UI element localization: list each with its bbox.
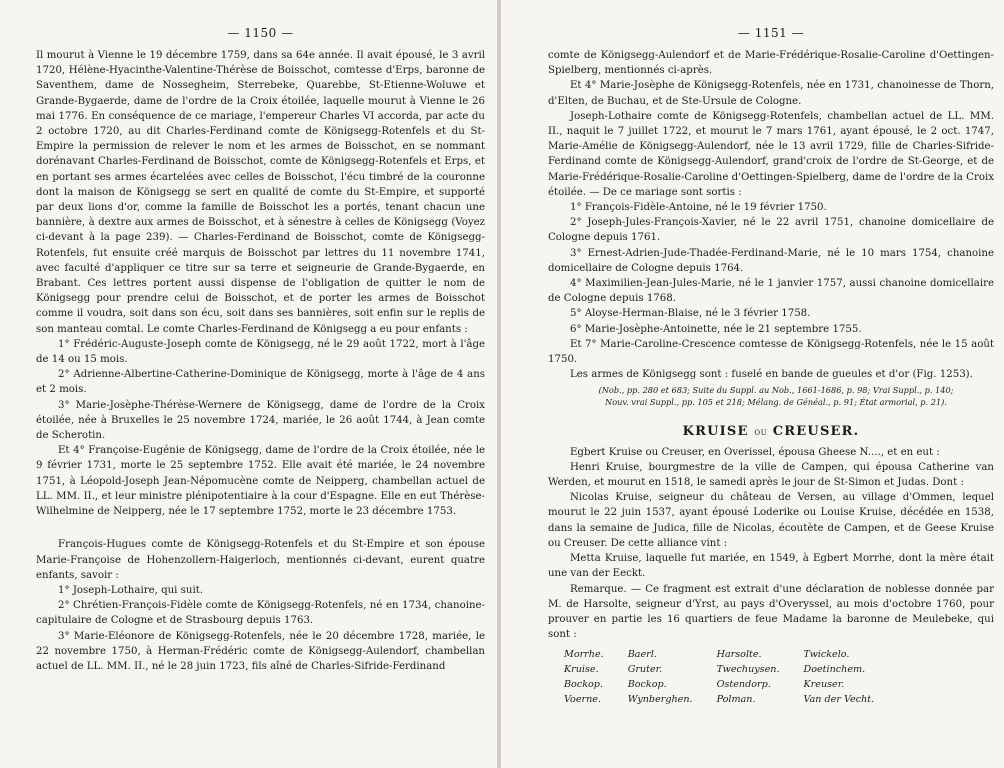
- paragraph: Et 4° Françoise-Eugénie de Königsegg, dame de l'ordre de la Croix étoilée, née le 9 février 1731, morte le 25 septembre 1752. Elle avait été mariée, le 24 novembre 1751, à Léopold-Joseph Jean-Népomucène comte de Neipperg, chambellan actuel de LL. MM. II., et leur ministre plénipotentiaire à la cour d'Espagne. Elle en eut Thérèse-Wilhelmine de Neipperg, née le 17 septembre 1752, morte le 23 décembre 1753.: [36, 445, 485, 518]
- paragraph: Joseph-Lothaire comte de Königsegg-Rotenfels, chambellan actuel de LL. MM. II., naquit le 7 juillet 1722, et mourut le 7 mars 1761, ayant épousé, le 2 oct. 1747, Marie-Amélie de Königsegg-Aulendorf, née le 13 avril 1729, fille de Charles-Sifride-Ferdinand comte de Königsegg-Aulendorf, grand'croix de l'ordre de St-George, et de Marie-Frédérique-Rosalie-Caroline d'Oettingen-Spielberg, dame de l'ordre de la Croix étoilée. — De ce mariage sont sortis :: [548, 110, 994, 198]
- references: [558, 385, 994, 408]
- table-cell: Harsolte.: [716, 649, 762, 661]
- arms-paragraph: Les armes de Königsegg sont : fuselé en bande de gueules et d'or (Fig. 1253).: [570, 369, 973, 381]
- table-cell: Voerne.: [564, 693, 601, 705]
- paragraph: 2° Joseph-Jules-François-Xavier, né le 22 avril 1751, chanoine domicellaire de Cologne depuis 1761.: [548, 217, 994, 244]
- table-row: [564, 678, 898, 693]
- table-cell: Wynberghen.: [627, 693, 693, 705]
- paragraph: 1° Frédéric-Auguste-Joseph comte de Königsegg, né le 29 août 1722, mort à l'âge de 14 ou 15 mois.: [36, 338, 485, 366]
- paragraph: François-Hugues comte de Königsegg-Rotenfels et du St-Empire et son épouse Marie-Françoise de Hohenzollern-Haigerloch, mentionnés ci-devant, eurent quatre enfants, savoir :: [36, 539, 485, 581]
- table-cell: Ostendorp.: [716, 678, 771, 690]
- section-title: [548, 424, 994, 440]
- table-cell: Bockop.: [627, 678, 667, 690]
- page-number: — 1150 —: [227, 26, 294, 40]
- paragraph: Nicolas Kruise, seigneur du château de Versen, au village d'Ommen, lequel mourut le 22 juin 1537, ayant épousé Loderike ou Louise Kruise, décédée en 1538, dans la semaine de Judica, fille de Nicolas, écoutète de Campen, et de Geese Kruise ou Creuser. De cette alliance vint :: [548, 492, 994, 549]
- paragraph: Et 7° Marie-Caroline-Crescence comtesse de Königsegg-Rotenfels, née le 15 août 1750.: [548, 338, 994, 366]
- section-title-conjunction: ou: [754, 427, 768, 439]
- paragraph: Et 4° Marie-Josèphe de Königsegg-Rotenfels, née en 1731, chanoinesse de Thorn, d'Elten, de Buchau, et de Ste-Ursule de Cologne.: [548, 80, 994, 107]
- table-cell: Polman.: [716, 693, 756, 705]
- right-page: [501, 0, 1004, 768]
- paragraph: 3° Marie-Josèphe-Thérèse-Wernere de Königsegg, dame de l'ordre de la Croix étoilée, née à Bruxelles le 25 novembre 1724, mariée, le 26 août 1744, à Jean comte de Scherotin.: [36, 399, 485, 442]
- table-cell: Kreuser.: [803, 678, 845, 690]
- paragraph: 1° Joseph-Lothaire, qui suit.: [58, 584, 204, 596]
- section-title-name: KRUISE: [682, 424, 749, 440]
- paragraph: Henri Kruise, bourgmestre de la ville de Campen, qui épousa Catherine van Werden, et mourut en 1518, le samedi après le jour de St-Simon et Judas. Dont :: [548, 461, 994, 489]
- table-cell: Morrhe.: [564, 649, 604, 661]
- remark-paragraph: Remarque. — Ce fragment est extrait d'une déclaration de noblesse donnée par M. de Harsolte, seigneur d'Yrst, au pays d'Overyssel, au mois d'octobre 1760, pour prouver en partie les 16 quartiers de feue Madame la baronne de Meulebeke, qui sont :: [548, 583, 994, 641]
- paragraph: 1° François-Fidèle-Antoine, né le 19 février 1750.: [570, 202, 827, 214]
- table-cell: Kruise.: [564, 664, 599, 676]
- paragraph: Il mourut à Vienne le 19 décembre 1759, dans sa 64e année. Il avait épousé, le 3 avril 1720, Hélène-Hyacinthe-Valentine-Thérèse de Boisschot, comtesse d'Erps, baronne de Saventhem, dame de Nossegheim, Sterrebeke, Quarebbe, St-Etienne-Woluwe et Grande-Bygaerde, dame de l'ordre de la Croix étoilée, laquelle mourut à Vienne le 26 mai 1776. En conséquence de ce mariage, l'empereur Charles VI accorda, par acte du 2 octobre 1720, au dit Charles-Ferdinand comte de Königsegg-Rotenfels et du St-Empire la permission de relever le nom et les armes de Boisschot, en se nommant dorénavant Charles-Ferdinand de Boisschot, comte de Königsegg-Rotenfels et Erps, et en portant ses armes écartelées avec celles de Boisschot, l'écu timbré de la couronne dont la maison de Königsegg se sert en qualité de comte du St-Empire, et supporté par deux lions d'or, comme la famille de Boisschot les a portés, tenant chacun une bannière, à dextre aux armes de Boisschot, et à sénestre à celles de Königsegg (Voyez ci-devant à la page 239). — Charles-Ferdinand de Boisschot, comte de Königsegg-Rotenfels, fut ensuite créé marquis de Boisschot par lettres du 11 novembre 1741, avec faculté d'appliquer ce titre sur sa terre et seigneurie de Grande-Bygaerde, en Brabant. Ces lettres portent aussi dispense de l'obligation de quitter le nom de Königsegg pour prendre celui de Boisschot, et de porter les armes de Boisschot comme il voudra, soit dans son écu, soit dans ses bannières, soit enfin sur le replis de son manteau comtal. Le comte Charles-Ferdinand de Königsegg a eu pour enfants :: [36, 50, 485, 335]
- paragraph: 4° Maximilien-Jean-Jules-Marie, né le 1 janvier 1757, aussi chanoine domicellaire de Cologne depuis 1768.: [548, 278, 994, 305]
- section-divider: [36, 519, 485, 537]
- paragraph: Egbert Kruise ou Creuser, en Overissel, épousa Gheese N...., et en eut :: [570, 446, 940, 458]
- paragraph: 2° Chrétien-François-Fidèle comte de Königsegg-Rotenfels, né en 1734, chanoine-capitulaire de Cologne et de Strasbourg depuis 1763.: [36, 600, 485, 627]
- table-cell: Baerl.: [627, 649, 657, 661]
- quartiers-table: [564, 648, 898, 707]
- paragraph: Metta Kruise, laquelle fut mariée, en 1549, à Egbert Morrhe, dont la mère était une van der Eeckt.: [548, 553, 994, 580]
- table-cell: Bockop.: [564, 678, 603, 690]
- table-cell: Doetinchem.: [803, 664, 866, 676]
- right-page-body: [548, 48, 994, 708]
- table-cell: Van der Vecht.: [803, 693, 875, 705]
- table-cell: Gruter.: [627, 664, 663, 676]
- page-number: — 1151 —: [737, 26, 805, 40]
- paragraph: comte de Königsegg-Aulendorf et de Marie-Frédérique-Rosalie-Caroline d'Oettingen-Spielberg, mentionnés ci-après.: [548, 50, 994, 77]
- table-row: [564, 663, 898, 678]
- left-page: [0, 0, 497, 768]
- reference-line: Nouv. vrai Suppl., pp. 105 et 218; Mélang. de Généal., p. 91; État armorial, p. 21).: [605, 396, 947, 407]
- paragraph: 2° Adrienne-Albertine-Catherine-Dominique de Königsegg, morte à l'âge de 4 ans et 2 mois.: [36, 369, 485, 396]
- paragraph: 5° Aloyse-Herman-Blaise, né le 3 février 1758.: [570, 308, 811, 320]
- section-title-name: CREUSER.: [772, 424, 860, 440]
- table-cell: Twickelo.: [803, 649, 850, 661]
- paragraph: 3° Marie-Eléonore de Königsegg-Rotenfels, née le 20 décembre 1728, mariée, le 22 novembre 1750, à Herman-Frédéric comte de Königsegg-Aulendorf, chambellan actuel de LL. MM. II., né le 28 juin 1723, fils aîné de Charles-Sifride-Ferdinand: [36, 630, 485, 672]
- left-page-body: [36, 48, 485, 674]
- paragraph: 3° Ernest-Adrien-Jude-Thadée-Ferdinand-Marie, né le 10 mars 1754, chanoine domicellaire de Cologne depuis 1764.: [548, 247, 994, 274]
- table-row: [564, 648, 898, 663]
- paragraph: 6° Marie-Josèphe-Antoinette, née le 21 septembre 1755.: [570, 323, 862, 335]
- table-row: [564, 693, 898, 708]
- table-cell: Twechuysen.: [716, 664, 780, 676]
- reference-line: (Nob., pp. 280 et 683; Suite du Suppl. au Nob., 1661-1686, p. 98; Vrai Suppl., p. 140;: [598, 385, 954, 396]
